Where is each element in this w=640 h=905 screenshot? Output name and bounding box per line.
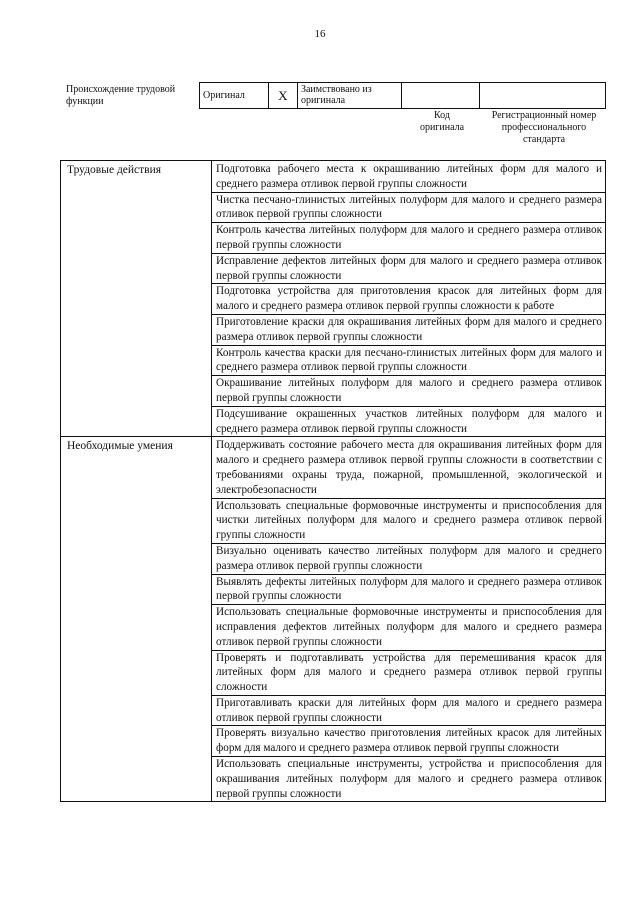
labor-actions-item: Контроль качества литейных полуформ для малого и среднего размера отливок первой группы сложности <box>212 223 606 254</box>
labor-actions-label: Трудовые действия <box>61 161 212 437</box>
page-number: 16 <box>314 28 326 40</box>
labor-actions-item: Приготовление краски для окрашивания литейных форм для малого и среднего размера отливок первой группы сложности <box>212 314 606 345</box>
required-skills-item: Проверять и подготавливать устройства для перемешивания красок для литейных форм для малого и среднего размера отливок первой группы сложности <box>212 650 606 695</box>
labor-actions-item: Подготовка устройства для приготовления красок для литейных форм для малого и среднего размера отливок первой группы сложности к работе <box>212 284 606 315</box>
registration-number-caption: Регистрационный номер профессионального стандарта <box>491 110 597 145</box>
labor-actions-item: Окрашивание литейных полуформ для малого и среднего размера отливок первой группы сложности <box>212 376 606 407</box>
labor-actions-item: Контроль качества краски для песчано-глинистых литейных форм для малого и среднего размера отливок первой группы сложности <box>212 345 606 376</box>
labor-actions-item: Исправление дефектов литейных форм для малого и среднего размера отливок первой группы сложности <box>212 253 606 284</box>
code-original-cell <box>401 83 479 109</box>
competency-table <box>60 160 606 802</box>
original-label: Оригинал <box>200 83 269 109</box>
labor-actions-item: Чистка песчано-глинистых литейных полуформ для малого и среднего размера отливок первой группы сложности <box>212 192 606 223</box>
required-skills-item: Проверять визуально качество приготовления литейных красок для литейных форм для малого и среднего размера отливок первой группы сложности <box>212 726 606 757</box>
required-skills-item: Использовать специальные формовочные инструменты и приспособления для чистки литейных полуформ для малого и среднего размера отливок первой группы сложности <box>212 498 606 543</box>
required-skills-item: Использовать специальные формовочные инструменты и приспособления для исправления дефектов литейных полуформ для малого и среднего размера отливок первой группы сложности <box>212 605 606 650</box>
required-skills-item: Поддерживать состояние рабочего места для окрашивания литейных форм для малого и среднего размера отливок первой группы сложности в соответствии с требованиями охраны труда, пожарной, промышленной, экологической и электробезопасности <box>212 437 606 498</box>
borrowed-label: Заимствовано из оригинала <box>297 83 401 109</box>
required-skills-item: Использовать специальные инструменты, устройства и приспособления для окрашивания литейных полуформ для малого и среднего размера отливок первой группы сложности <box>212 757 606 802</box>
labor-actions-row <box>61 161 606 193</box>
code-original-caption: Код оригинала <box>419 110 465 133</box>
required-skills-item: Приготавливать краски для литейных форм для малого и среднего размера отливок первой группы сложности <box>212 695 606 726</box>
registration-number-cell <box>479 83 605 109</box>
required-skills-item: Выявлять дефекты литейных полуформ для малого и среднего размера отливок первой группы сложности <box>212 574 606 605</box>
required-skills-item: Визуально оценивать качество литейных полуформ для малого и среднего размера отливок первой группы сложности <box>212 543 606 574</box>
required-skills-label: Необходимые умения <box>61 437 212 802</box>
labor-actions-item: Подсушивание окрашенных участков литейных полуформ для малого и среднего размера отливок первой группы сложности <box>212 406 606 437</box>
original-mark: X <box>268 83 297 109</box>
required-skills-row <box>61 437 606 498</box>
origin-table <box>199 82 606 109</box>
origin-label: Происхождение трудовой функции <box>66 84 176 107</box>
labor-actions-item: Подготовка рабочего места к окрашиванию литейных форм для малого и среднего размера отливок первой группы сложности <box>212 161 606 193</box>
